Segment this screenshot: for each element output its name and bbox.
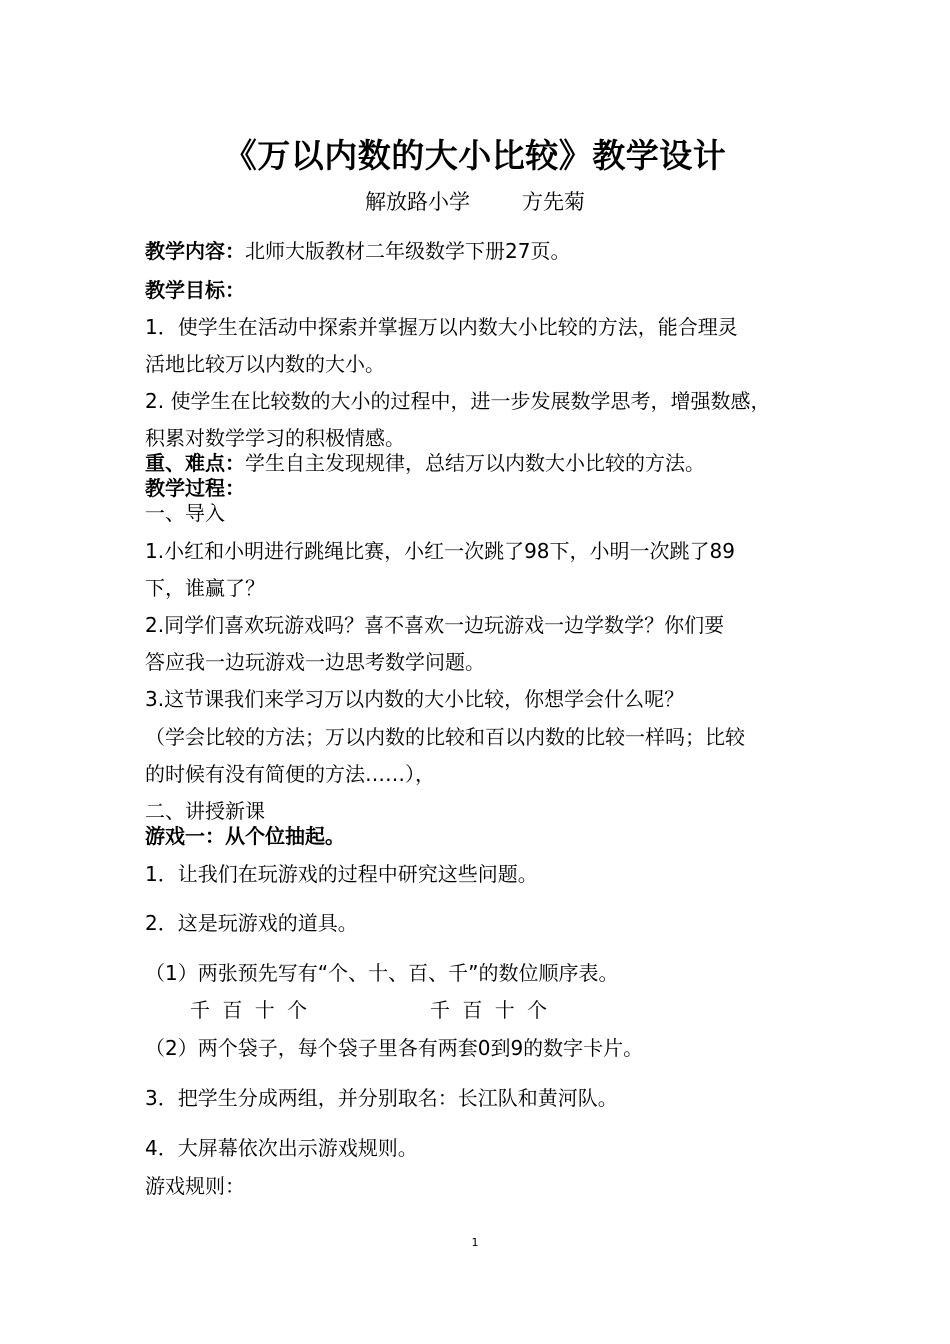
place-value-chart-right: 千 百 十 个: [430, 998, 548, 1022]
step-4: 4．大屏幕依次出示游戏规则。: [145, 1136, 418, 1160]
step-2: 2．这是玩游戏的道具。: [145, 911, 358, 935]
section-1-heading: 一、导入: [145, 501, 225, 525]
intro-1-line-2: 下，谁赢了？: [145, 576, 265, 600]
intro-2-line-1: 2.同学们喜欢玩游戏吗？喜不喜欢一边玩游戏一边学数学？你们要: [145, 613, 725, 637]
author-line: [0, 186, 950, 216]
content-text: 北师大版教材二年级数学下册27页。: [245, 239, 571, 263]
goals-heading: 教学目标：: [145, 278, 245, 302]
author-name: 方先菊: [522, 190, 585, 214]
intro-4-line-1: （学会比较的方法；万以内数的比较和百以内数的比较一样吗；比较: [145, 725, 745, 749]
section-2-heading: 二、讲授新课: [145, 799, 265, 823]
game-1-title: 游戏一：从个位抽起。: [145, 824, 345, 848]
place-value-chart-left: 千 百 十 个: [190, 998, 308, 1022]
goal-2-line-1: 2. 使学生在比较数的大小的过程中，进一步发展数学思考，增强数感，: [145, 389, 771, 413]
content-label: 教学内容：: [145, 239, 245, 263]
document-title: 《万以内数的大小比较》教学设计: [223, 136, 727, 175]
goal-2-line-2: 积累对数学学习的积极情感。: [145, 426, 405, 450]
key-points-label: 重、难点：: [145, 451, 245, 475]
author-school: 解放路小学: [365, 190, 470, 214]
intro-4-line-2: 的时候有没有简便的方法……），: [145, 762, 435, 786]
content-line: [145, 235, 570, 264]
step-2b: （2）两个袋子，每个袋子里各有两套0到9的数字卡片。: [145, 1036, 644, 1060]
step-2a: （1）两张预先写有“个、十、百、千”的数位顺序表。: [145, 961, 619, 985]
process-heading: 教学过程：: [145, 476, 245, 500]
step-3: 3．把学生分成两组，并分别取名：长江队和黄河队。: [145, 1086, 618, 1110]
step-1: 1．让我们在玩游戏的过程中研究这些问题。: [145, 862, 538, 886]
intro-3-line-1: 3.这节课我们来学习万以内数的大小比较，你想学会什么呢？: [145, 687, 685, 711]
key-points-text: 学生自主发现规律，总结万以内数大小比较的方法。: [245, 451, 705, 475]
page-number: 1: [471, 1236, 479, 1249]
game-rules-label: 游戏规则：: [145, 1174, 245, 1198]
goal-1-line-2: 活地比较万以内数的大小。: [145, 352, 385, 376]
intro-1-line-1: 1.小红和小明进行跳绳比赛，小红一次跳了98下，小明一次跳了89: [145, 539, 735, 563]
goal-1-line-1: 1．使学生在活动中探索并掌握万以内数大小比较的方法，能合理灵: [145, 315, 738, 339]
intro-2-line-2: 答应我一边玩游戏一边思考数学问题。: [145, 650, 485, 674]
